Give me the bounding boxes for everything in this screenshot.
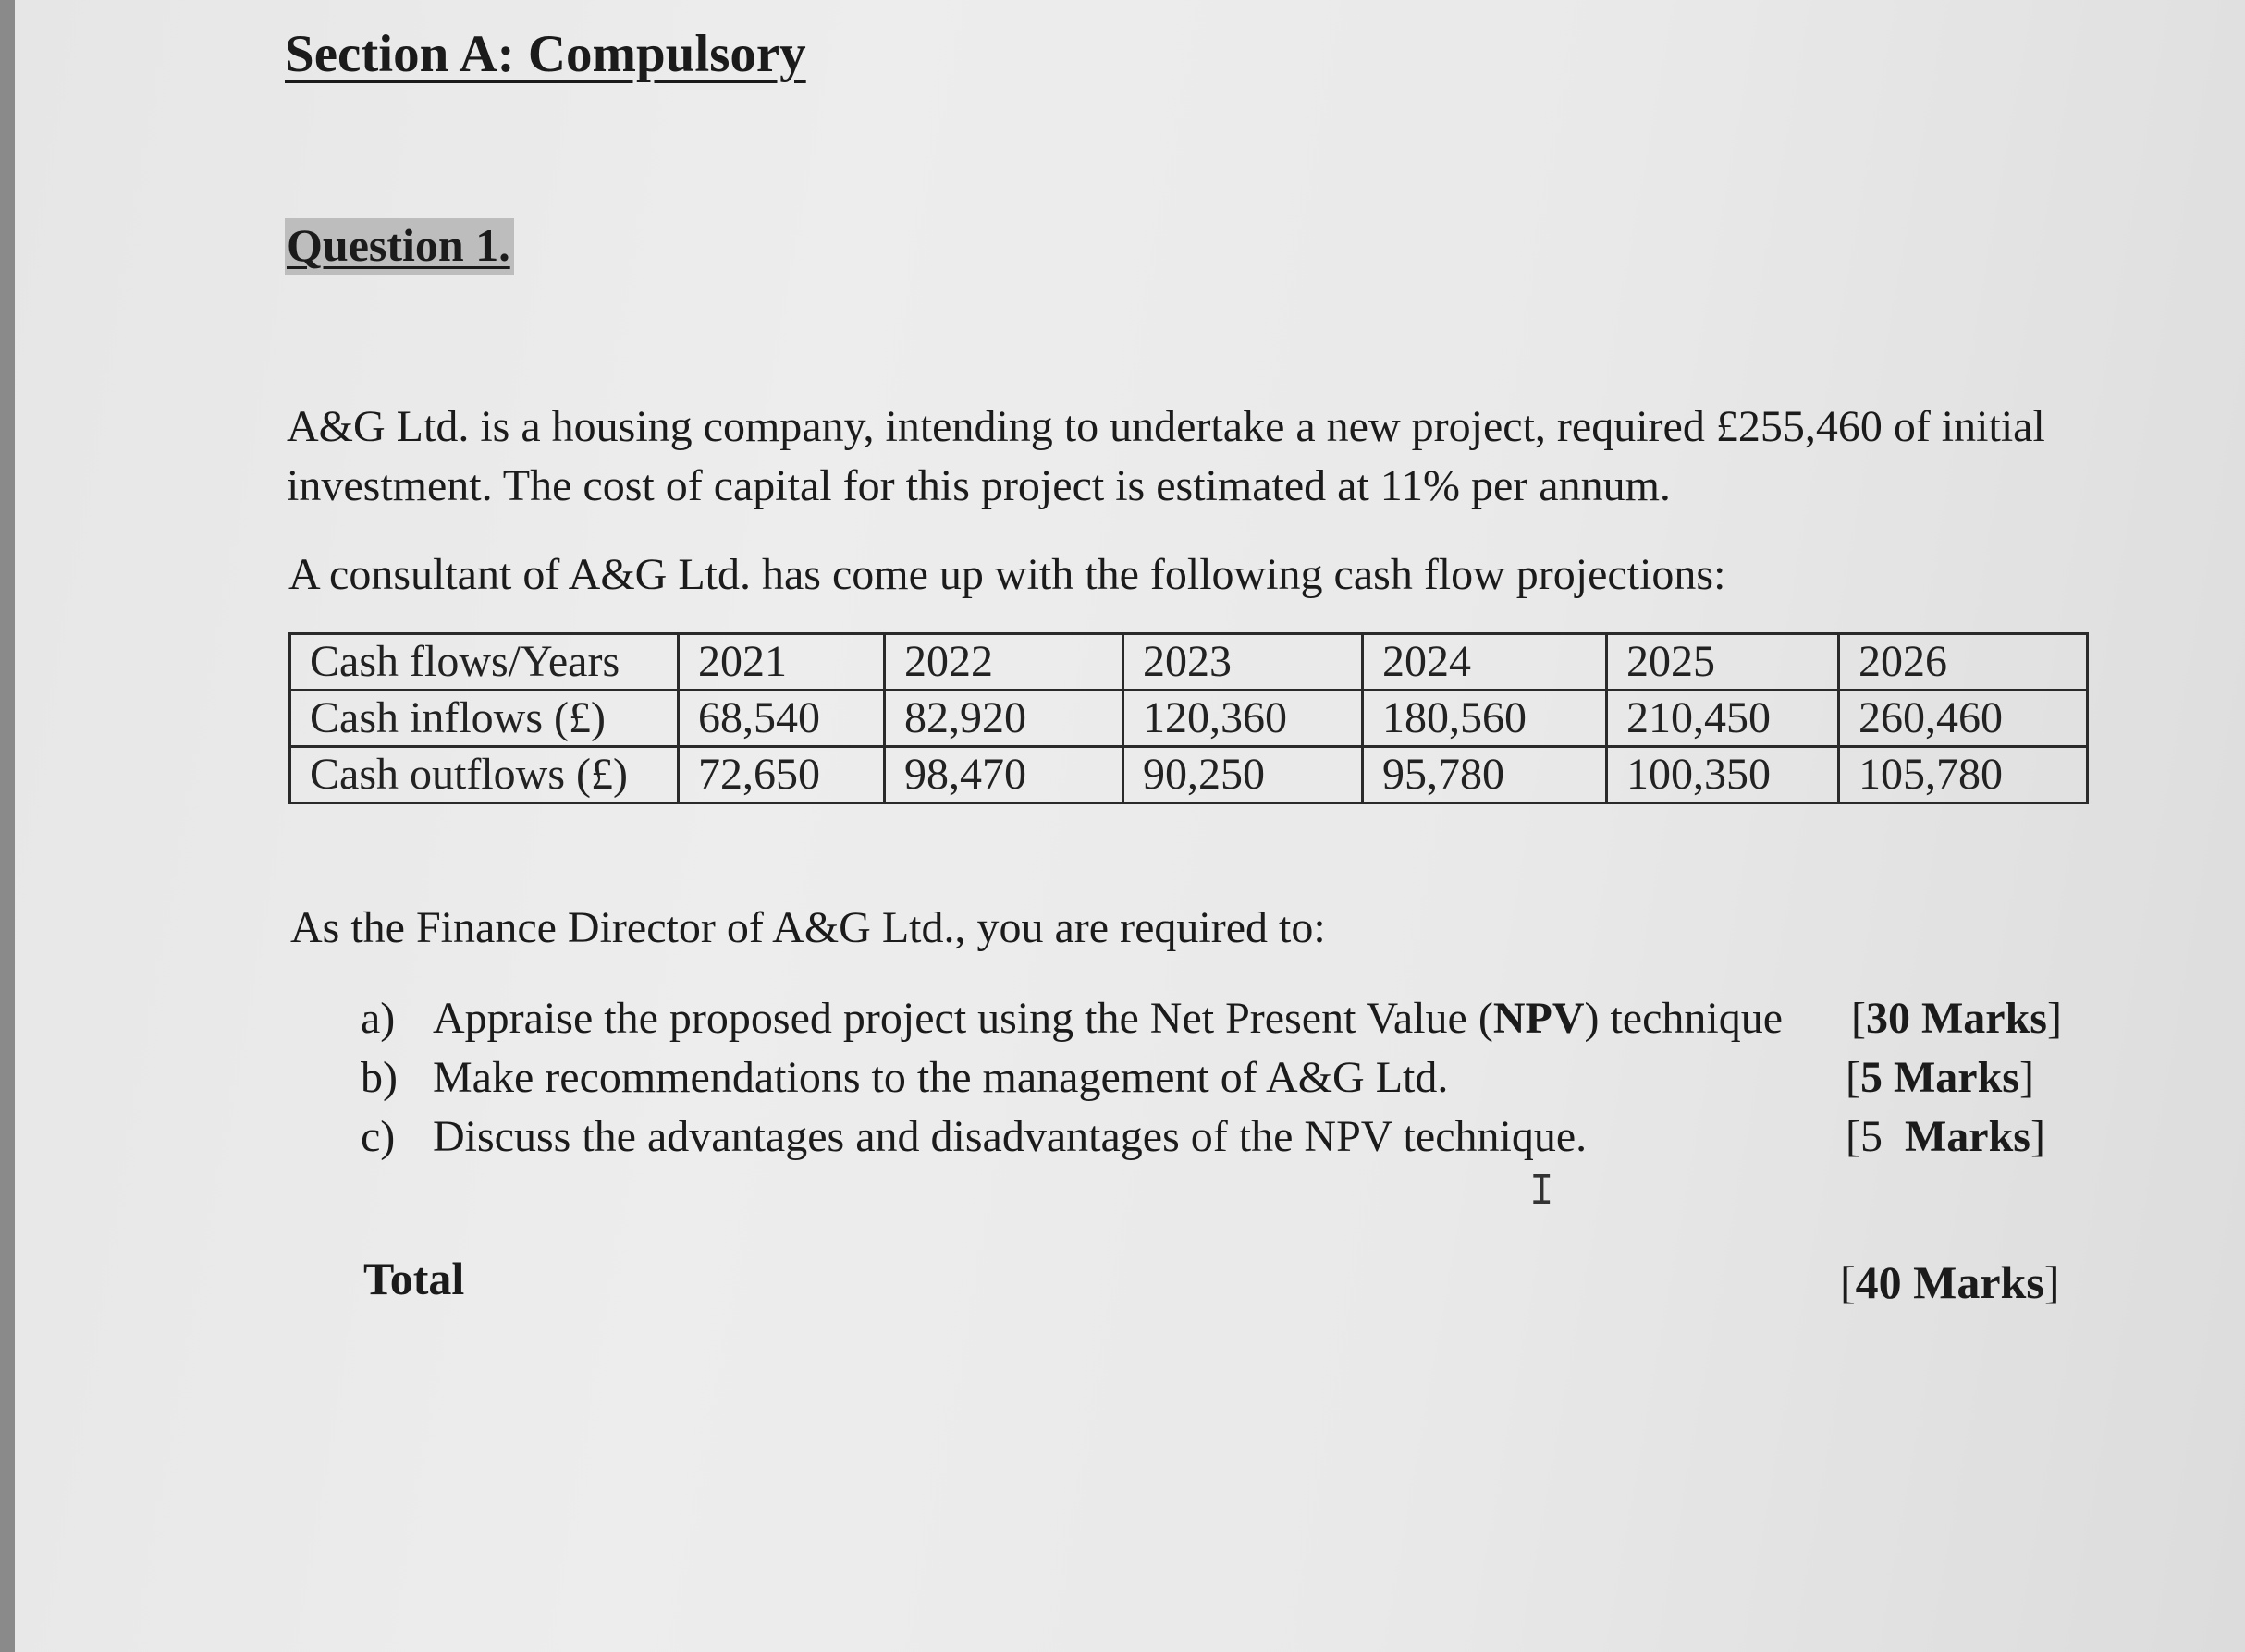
table-header-cell: Cash flows/Years: [290, 634, 679, 691]
table-cell: 260,460: [1839, 691, 2088, 747]
section-title: Section A: Compulsory: [285, 25, 806, 83]
table-row-outflows: [290, 747, 2088, 803]
table-cell: 105,780: [1839, 747, 2088, 803]
table-cell: 180,560: [1363, 691, 1607, 747]
table-header-cell: 2022: [885, 634, 1123, 691]
list-item-c: [361, 1107, 2080, 1167]
table-cell: Cash outflows (£): [290, 747, 679, 803]
table-cell: 98,470: [885, 747, 1123, 803]
table-header-cell: 2026: [1839, 634, 2088, 691]
table-cell: 90,250: [1123, 747, 1363, 803]
requirements-list: [361, 989, 2080, 1167]
item-letter: c): [361, 1112, 396, 1161]
table-cell: 72,650: [679, 747, 885, 803]
text-cursor-icon: I: [1529, 1167, 1554, 1214]
table-cell: 120,360: [1123, 691, 1363, 747]
intro-paragraph: A&G Ltd. is a housing company, intending to undertake a new project, required £255,460 of initial investment. The cost of capital for this project is estimated at 11% per annum.: [287, 402, 2045, 510]
table-cell: 95,780: [1363, 747, 1607, 803]
list-item-b: [361, 1048, 2080, 1107]
table-cell: Cash inflows (£): [290, 691, 679, 747]
total-marks: [40 Marks]: [1840, 1256, 2060, 1308]
item-marks: [5 Marks]: [1846, 1053, 2034, 1102]
item-text: Make recommendations to the management of A&G Ltd.: [433, 1053, 1449, 1102]
item-text: Discuss the advantages and disadvantages of the NPV technique.: [433, 1112, 1588, 1161]
list-item-a: [361, 989, 2080, 1048]
table-header-cell: 2024: [1363, 634, 1607, 691]
table-cell: 210,450: [1607, 691, 1839, 747]
table-row-inflows: [290, 691, 2088, 747]
table-header-cell: 2025: [1607, 634, 1839, 691]
item-text: Appraise the proposed project using the Net Present Value (NPV) technique: [433, 994, 1784, 1043]
total-label: Total: [363, 1253, 465, 1304]
question-label: Question 1.: [285, 218, 514, 275]
item-letter: a): [361, 994, 396, 1043]
table-cell: 100,350: [1607, 747, 1839, 803]
consultant-sentence: A consultant of A&G Ltd. has come up with the following cash flow projections:: [288, 550, 1726, 599]
table-cell: 82,920: [885, 691, 1123, 747]
item-marks: [5 Marks]: [1846, 1112, 2045, 1161]
table-cell: 68,540: [679, 691, 885, 747]
item-letter: b): [361, 1053, 398, 1102]
item-marks: [30 Marks]: [1851, 994, 2062, 1043]
cash-flow-table: [288, 632, 2089, 804]
requirements-lead: As the Finance Director of A&G Ltd., you are required to:: [290, 903, 1326, 952]
table-header-row: [290, 634, 2088, 691]
table-header-cell: 2021: [679, 634, 885, 691]
table-header-cell: 2023: [1123, 634, 1363, 691]
